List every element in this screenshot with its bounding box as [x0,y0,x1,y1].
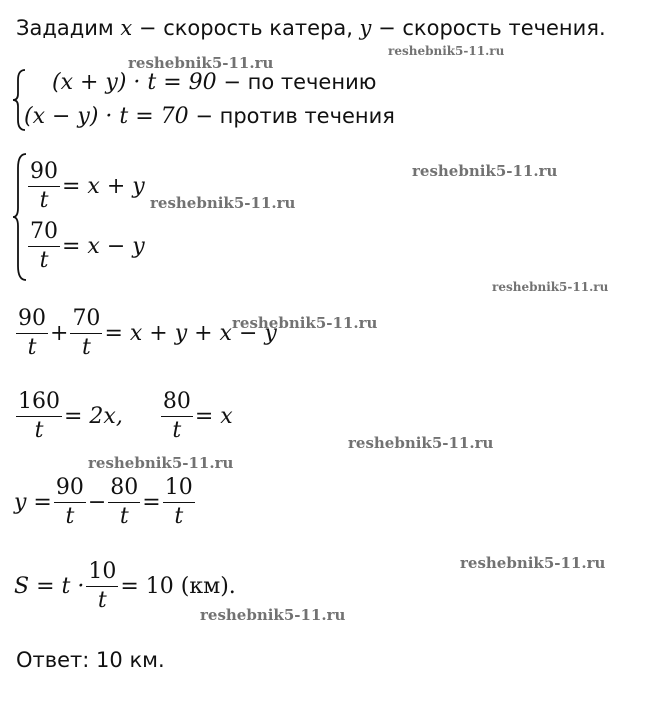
fraction: $\frac{90}{t}$ [30,159,58,213]
intro-text-3: − скорость течения. [371,16,606,40]
var-y: y [359,16,372,40]
minus-sign: − [87,490,107,515]
label-upstream: − против течения [188,104,395,128]
step-line [14,388,233,445]
rhs: = x [194,404,233,429]
watermark: reshebnik5-11.ru [88,454,234,472]
plus-sign: + [50,321,69,346]
fraction: $\frac{70}{t}$ [72,306,101,360]
fraction: $\frac{160}{t}$ [18,389,60,443]
y-line [14,474,197,531]
watermark: reshebnik5-11.ru [460,554,606,572]
fraction: $\frac{80}{t}$ [162,389,191,443]
rhs: = 2x, [64,404,123,429]
system2-row2 [26,218,145,275]
fraction: $\frac{90}{t}$ [18,306,46,360]
equals-sign: = [142,490,161,515]
intro-text-1: Зададим [16,16,121,40]
watermark: reshebnik5-11.ru [150,194,296,212]
intro-text-2: − скорость катера, [132,16,360,40]
watermark: reshebnik5-11.ru [128,54,274,72]
fraction: $\frac{10}{t}$ [88,559,117,613]
fraction: $\frac{70}{t}$ [30,219,58,273]
lhs: S = t · [14,574,85,599]
watermark: reshebnik5-11.ru [200,606,346,624]
system1-line2 [24,102,395,131]
watermark: reshebnik5-11.ru [412,162,558,180]
answer-line: Ответ: 10 км. [16,648,165,672]
var-x: x [120,16,133,40]
fraction: $\frac{80}{t}$ [110,475,139,529]
intro-line [16,14,606,42]
label-downstream: − по течению [216,70,377,94]
rhs: = x + y [62,174,145,199]
watermark: reshebnik5-11.ru [232,314,378,332]
equation-upstream: (x − y) · t = 70 [24,104,189,129]
watermark: reshebnik5-11.ru [492,280,609,294]
watermark: reshebnik5-11.ru [348,434,494,452]
fraction: $\frac{10}{t}$ [164,475,193,529]
rhs: = x + y + x − y [104,321,277,346]
rhs: = 10 (км). [120,574,236,599]
rhs: = x − y [62,234,145,259]
lhs: y = [14,490,52,515]
system1-line1 [52,68,376,97]
equation-downstream: (x + y) · t = 90 [52,70,217,95]
fraction: $\frac{90}{t}$ [55,475,84,529]
watermark: reshebnik5-11.ru [388,44,505,58]
system2-row1 [26,158,145,215]
